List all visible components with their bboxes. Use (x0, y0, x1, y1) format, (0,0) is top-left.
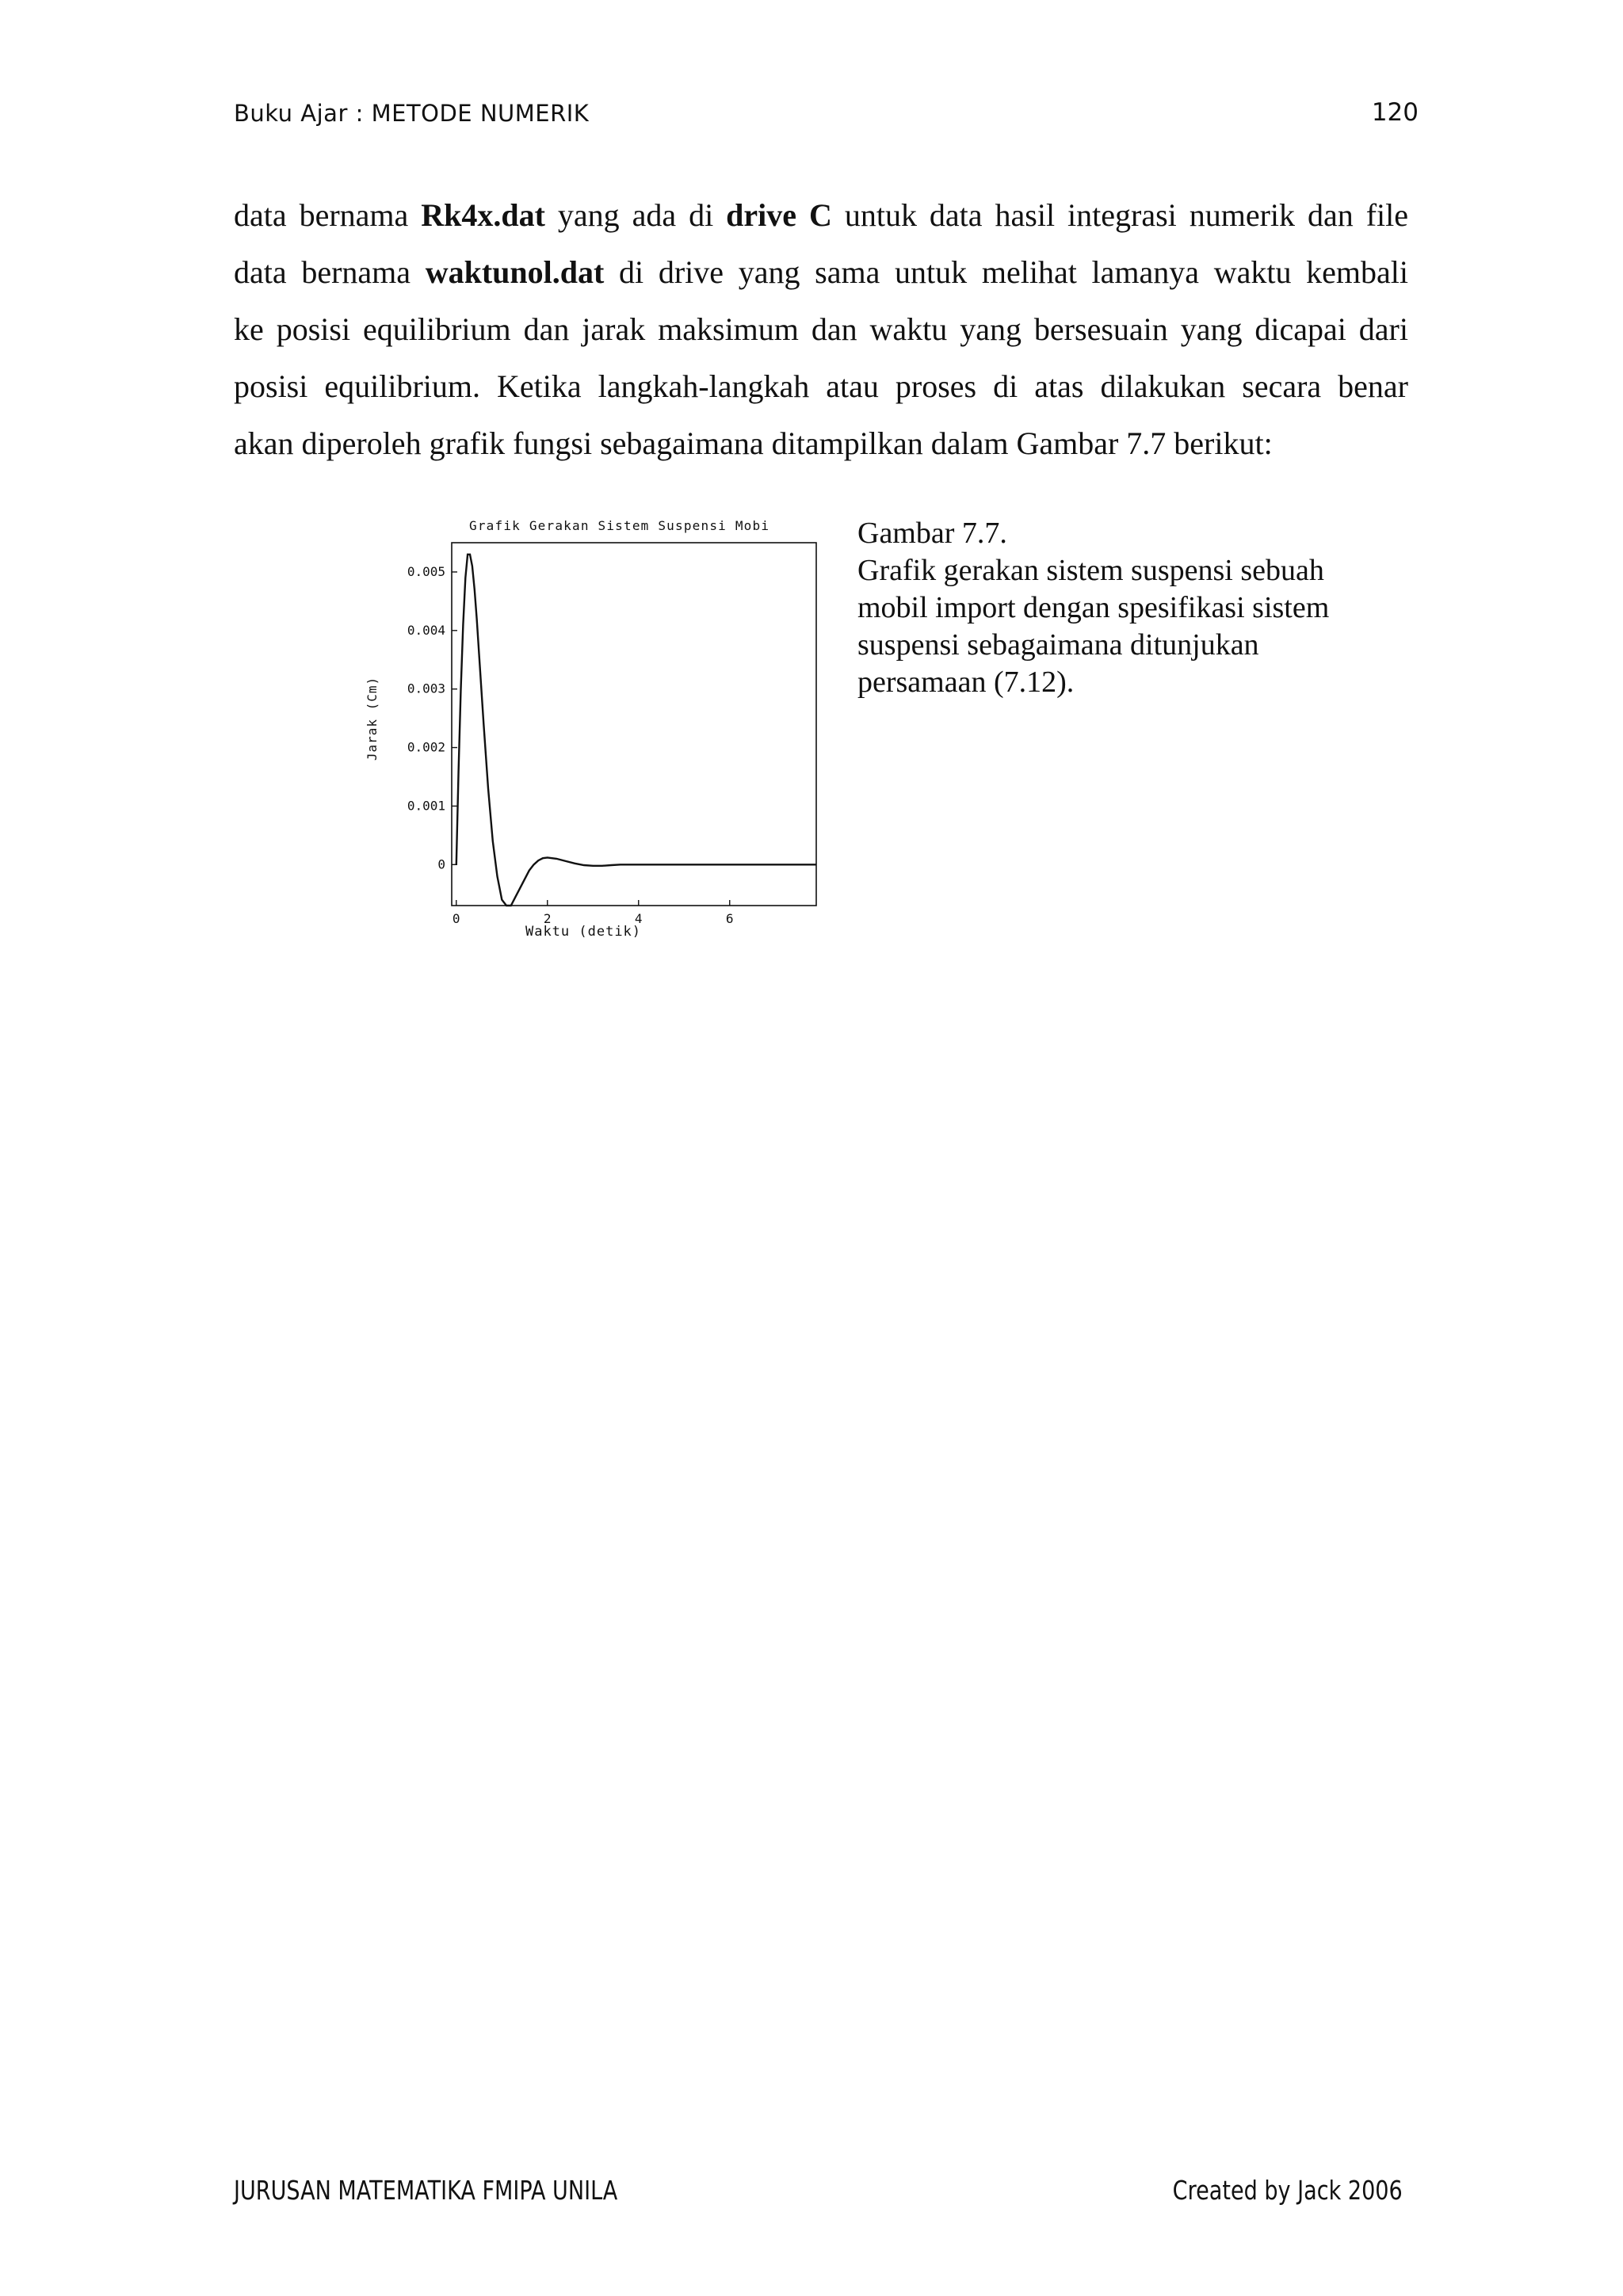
body-line-1 (234, 187, 1408, 244)
filename-waktunol: waktunol.dat (425, 254, 605, 290)
x-tick-label: 2 (543, 911, 552, 926)
caption-line: persamaan (7.12). (857, 666, 1075, 699)
text-run: data bernama (234, 254, 426, 290)
suspension-motion-chart (349, 511, 824, 955)
caption-line: Gambar 7.7. (857, 517, 1007, 550)
text-run: yang ada di (544, 197, 727, 233)
running-header-title: Buku Ajar : METODE NUMERIK (234, 100, 590, 127)
y-tick-label: 0.002 (407, 739, 445, 755)
text-run: data bernama (234, 197, 422, 233)
y-tick-label: 0 (437, 856, 445, 872)
filename-rk4x: Rk4x.dat (421, 197, 545, 233)
page-number: 120 (1371, 98, 1419, 127)
body-paragraph (234, 187, 1408, 472)
caption-line: Grafik gerakan sistem suspensi sebuah (857, 554, 1324, 587)
text-run: untuk data hasil integrasi numerik dan file (831, 197, 1408, 233)
y-tick-label: 0.001 (407, 798, 445, 814)
body-line-4: posisi equilibrium. Ketika langkah-langkah atau proses di atas dilakukan secara benar (234, 368, 1408, 404)
body-line-2 (234, 244, 1408, 301)
series-line (456, 555, 816, 906)
caption-line: suspensi sebagaimana ditunjukan (857, 628, 1259, 662)
x-axis-label: Waktu (detik) (525, 924, 642, 940)
x-tick-label: 4 (634, 911, 643, 926)
y-tick-label: 0.004 (407, 622, 445, 638)
body-line-5: akan diperoleh grafik fungsi sebagaimana ditampilkan dalam Gambar 7.7 berikut: (234, 425, 1273, 461)
plot-frame (452, 543, 816, 906)
footer-credit: Created by Jack 2006 (1172, 2175, 1403, 2206)
y-axis-ticks (407, 564, 457, 871)
caption-line: mobil import dengan spesifikasi sistem (857, 591, 1330, 624)
plot-border (452, 543, 816, 906)
text-run: di drive yang sama untuk melihat lamanya waktu kembali (604, 254, 1409, 290)
x-axis-ticks (453, 900, 734, 926)
y-axis-label: Jarak (Cm) (365, 676, 380, 761)
body-line-3: ke posisi equilibrium dan jarak maksimum dan waktu yang bersesuain yang dicapai dari (234, 311, 1408, 347)
figure-caption (857, 515, 1412, 701)
x-tick-label: 0 (452, 911, 460, 926)
chart-title: Grafik Gerakan Sistem Suspensi Mobi (469, 518, 770, 533)
y-tick-label: 0.005 (407, 563, 445, 579)
x-tick-label: 6 (725, 911, 734, 926)
drive-c: drive C (726, 197, 832, 233)
y-tick-label: 0.003 (407, 681, 445, 696)
footer-department: JURUSAN MATEMATIKA FMIPA UNILA (234, 2175, 618, 2206)
